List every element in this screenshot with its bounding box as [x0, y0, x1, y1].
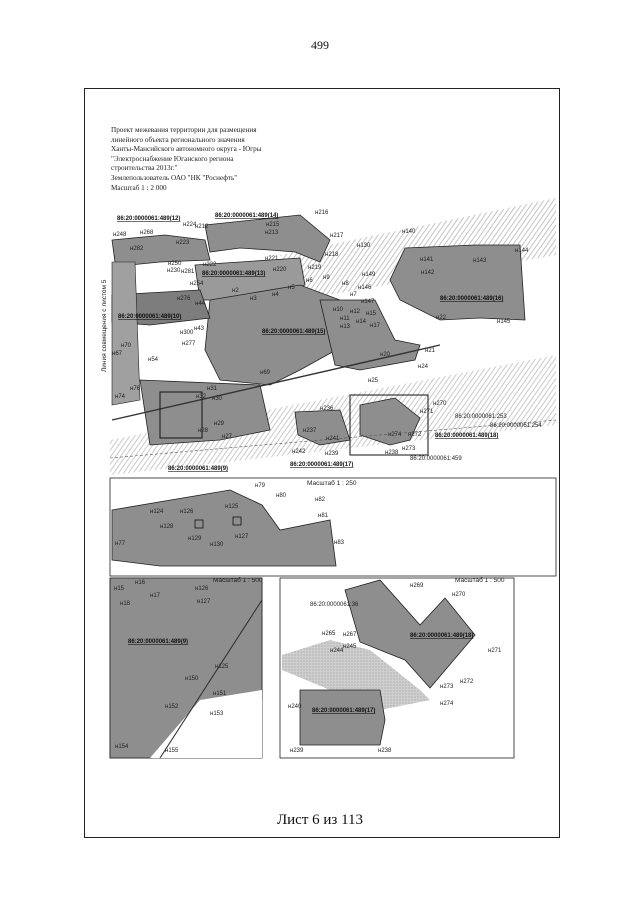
point-label: н224: [183, 222, 197, 228]
point-label: н70: [121, 343, 131, 349]
point-label: н5: [288, 285, 295, 291]
point-label: н82: [315, 497, 325, 503]
parcel-label: 86:20:0000061:459: [410, 456, 462, 462]
point-label: н9: [323, 275, 330, 281]
point-label: н238: [385, 450, 399, 456]
point-label: н30: [212, 396, 222, 402]
point-label: н2: [232, 288, 239, 294]
point-label: н240: [288, 704, 302, 710]
point-label: н12: [350, 309, 360, 315]
parcel-label: 86:20:0000061:489(17): [312, 708, 376, 714]
point-label: н15: [366, 311, 376, 317]
point-label: н124: [150, 509, 164, 515]
point-label: н83: [334, 540, 344, 546]
point-label: н144: [515, 248, 529, 254]
point-label: н130: [357, 243, 371, 249]
point-label: н270: [452, 592, 466, 598]
point-label: н14: [356, 319, 366, 325]
point-label: н254: [190, 281, 204, 287]
point-label: н80: [276, 493, 286, 499]
parcel-label: 86:20:0000061:489(9): [128, 639, 189, 645]
parcel-left-column: [112, 262, 140, 405]
point-label: н218: [325, 252, 339, 258]
point-label: н213: [265, 230, 279, 236]
parcel-label: 86:20:0000061:489(18): [410, 633, 474, 639]
point-label: н77: [115, 541, 125, 547]
point-label: н27: [222, 434, 232, 440]
point-label: н3: [250, 296, 257, 302]
point-label: н141: [420, 257, 434, 263]
point-label: н271: [488, 648, 502, 654]
parcel-label: 86:20:0000061:489(9): [168, 466, 229, 472]
point-label: н126: [180, 509, 194, 515]
point-label: н81: [318, 513, 328, 519]
point-label: н152: [165, 704, 179, 710]
point-label: н54: [148, 357, 158, 363]
point-label: н127: [197, 599, 211, 605]
parcel-label: 86:20:0000061:489(12): [117, 216, 181, 222]
point-label: н7: [350, 292, 357, 298]
point-label: н153: [210, 711, 224, 717]
parcel-label: 86:20:0000061:253: [455, 414, 507, 420]
point-label: н150: [185, 676, 199, 682]
inset-right-parcel-17: [300, 690, 385, 745]
inset-right: [280, 576, 514, 758]
point-label: н126: [195, 586, 209, 592]
point-label: н268: [140, 230, 154, 236]
point-label: н140: [402, 229, 416, 235]
point-label: н155: [165, 748, 179, 754]
page-number: 499: [311, 38, 329, 52]
point-label: н217: [330, 233, 344, 239]
point-label: н44: [195, 301, 205, 307]
header-line: строительства 2013г.": [111, 164, 178, 173]
parcel-label: 86:20:0000061:489(15): [262, 329, 326, 335]
parcel-label: 86:20:0000061:489(18): [435, 433, 499, 439]
parcel-12: [112, 235, 210, 265]
point-label: н149: [362, 272, 376, 278]
point-label: н125: [215, 664, 229, 670]
point-label: н125: [225, 504, 239, 510]
point-label: н151: [213, 691, 227, 697]
point-label: н236: [320, 406, 334, 412]
parcel-label: 86:20:0000061:489(14): [215, 213, 279, 219]
point-label: н271: [420, 409, 434, 415]
point-label: н17: [150, 593, 160, 599]
point-label: н219: [308, 265, 322, 271]
point-label: н22: [436, 315, 446, 321]
point-label: н32: [196, 394, 206, 400]
header-line: Землепользователь ОАО "НК "Роснефть": [111, 173, 238, 182]
point-label: н16: [135, 580, 145, 586]
point-label: н17: [370, 323, 380, 329]
point-label: н130: [210, 542, 224, 548]
inset-left: [110, 576, 263, 758]
point-label: н277: [182, 341, 196, 347]
point-label: н25: [368, 378, 378, 384]
point-label: н128: [160, 524, 174, 530]
point-label: н143: [473, 258, 487, 264]
point-label: н276: [177, 296, 191, 302]
point-label: н4: [272, 292, 279, 298]
point-label: н215: [266, 222, 280, 228]
point-label: н74: [115, 394, 125, 400]
point-label: н274: [440, 701, 454, 707]
point-label: н237: [303, 428, 317, 434]
point-label: н267: [343, 632, 357, 638]
point-label: н223: [176, 240, 190, 246]
point-label: н274: [388, 432, 402, 438]
scale-label: Масштаб 1 : 500: [213, 577, 263, 584]
point-label: н28: [198, 428, 208, 434]
point-label: н300: [180, 330, 194, 336]
header-line: Масштаб 1 : 2 000: [111, 183, 167, 192]
point-label: н269: [410, 583, 424, 589]
point-label: н250: [168, 261, 182, 267]
sheet-number: Лист 6 из 113: [276, 812, 364, 828]
point-label: н265: [322, 631, 336, 637]
point-label: н272: [460, 679, 474, 685]
point-label: н221: [265, 256, 279, 262]
point-label: н20: [380, 352, 390, 358]
point-label: н69: [260, 370, 270, 376]
point-label: н15: [114, 586, 124, 592]
point-label: н248: [113, 232, 127, 238]
header-line: "Электроснабжение Юганского региона: [111, 154, 234, 163]
parcel-label: 86:20:0000061:254: [490, 423, 542, 429]
inset-top: [110, 478, 556, 576]
point-label: н13: [340, 324, 350, 330]
header-line: линейного объекта регионального значения: [111, 135, 245, 144]
point-label: н11: [340, 316, 350, 322]
point-label: н273: [440, 684, 454, 690]
point-label: н154: [115, 744, 129, 750]
parcel-label: 86:20:0000061:489(13): [202, 271, 266, 277]
point-label: н76: [130, 386, 140, 392]
scale-label: Масштаб 1 : 500: [455, 577, 505, 584]
parcel-16: [390, 245, 525, 320]
point-label: н21: [425, 348, 435, 354]
point-label: н245: [343, 644, 357, 650]
point-label: н31: [207, 386, 217, 392]
point-label: н127: [235, 534, 249, 540]
point-label: н129: [188, 536, 202, 542]
point-label: н8: [342, 281, 349, 287]
alignment-line-label: Линия совмещения с листом 5: [101, 279, 108, 372]
point-label: н239: [290, 748, 304, 754]
point-label: н29: [214, 421, 224, 427]
header-line: Ханты-Мансийского автономного округа - Югры: [111, 145, 262, 154]
point-label: н18: [120, 601, 130, 607]
parcel-label: 86:20:0000061:36: [310, 602, 359, 608]
point-label: н142: [421, 270, 435, 276]
point-label: н145: [497, 319, 511, 325]
project-header: [111, 126, 311, 193]
point-label: н67: [112, 351, 122, 357]
point-label: н230: [167, 268, 181, 274]
point-label: н212: [195, 224, 209, 230]
point-label: н281: [181, 269, 195, 275]
header-line: Проект межевания территории для размещения: [111, 126, 257, 134]
point-label: н282: [130, 246, 144, 252]
point-label: н241: [326, 436, 340, 442]
point-label: н10: [333, 307, 343, 313]
point-label: н238: [378, 748, 392, 754]
point-label: н147: [361, 299, 375, 305]
scale-label: Масштаб 1 : 250: [307, 480, 357, 487]
point-label: н244: [330, 648, 344, 654]
point-label: н242: [292, 449, 306, 455]
point-label: н24: [418, 364, 428, 370]
point-label: н220: [273, 267, 287, 273]
point-label: н272: [408, 432, 422, 438]
point-label: н6: [306, 278, 313, 284]
parcel-label: 86:20:0000061:489(10): [118, 314, 182, 320]
point-label: н273: [402, 446, 416, 452]
point-label: н79: [255, 483, 265, 489]
point-label: н222: [203, 262, 217, 268]
point-label: н270: [433, 401, 447, 407]
point-label: н43: [194, 326, 204, 332]
point-label: н216: [315, 210, 329, 216]
point-label: н239: [325, 451, 339, 457]
parcel-label: 86:20:0000061:489(17): [290, 462, 354, 468]
point-label: н146: [358, 285, 372, 291]
main-map: [101, 198, 556, 475]
parcel-label: 86:20:0000061:489(16): [440, 296, 504, 302]
